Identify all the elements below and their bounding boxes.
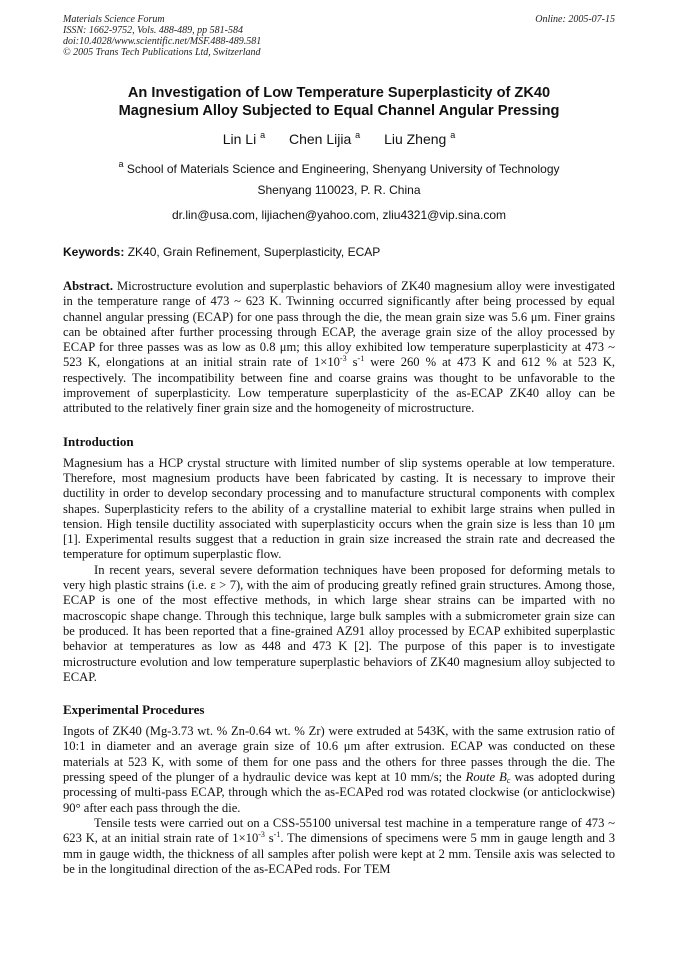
journal-copyright: © 2005 Trans Tech Publications Ltd, Switzerland [63, 47, 261, 58]
abstract-label: Abstract. [63, 279, 114, 293]
paper-title [63, 85, 615, 120]
keywords [63, 244, 615, 260]
online-date: Online: 2005-07-15 [535, 14, 615, 25]
keywords-text: ZK40, Grain Refinement, Superplasticity, ECAP [127, 245, 381, 259]
paragraph: Ingots of ZK40 (Mg-3.73 wt. % Zn-0.64 wt. % Zr) were extruded at 543K, with the same extrusion ratio of 10:1 in diameter and an average grain size of 10.6 μm after extrusion. ECAP was conducted on these materials at 523 K, with some of them for one pass and the others for three passes through the die. The pressing speed of the plunger of a hydraulic device was kept at 10 mm/s; the Route $B_c$ was adopted during processing of multi-pass ECAP, through which the as-ECAPed rod was rotated clockwise (or anticlockwise) 90° after each pass through the die. [63, 724, 616, 815]
author: Lin Li $^a$ [222, 130, 266, 147]
paragraph: Tensile tests were carried out on a CSS-55100 universal test machine in a temperature range of 473 ~ 623 K, at an initial strain rate of $1\times 10^{-3}$ $s^{-1}$. The dimensions of specimens were 5 mm in gauge length and 3 mm in gauge width, the thickness of all samples after polish were kept at 2 mm. Tensile axis was selected to be in the longitudinal direction of the as-ECAPed rods. For TEM [63, 815, 615, 876]
author-emails: dr.lin@usa.com, lijiachen@yahoo.com, zliu4321@vip.sina.com [171, 208, 507, 222]
affiliation-line-2: Shenyang 110023, P. R. China [257, 183, 421, 197]
section-heading-introduction: Introduction [63, 433, 134, 449]
keywords-label: Keywords: [63, 245, 125, 259]
affiliation-line-1: School of Materials Science and Engineering, Shenyang University of Technology [126, 162, 560, 176]
title-line-1: An Investigation of Low Temperature Superplasticity of ZK40 [127, 85, 551, 101]
author: Chen Lijia $^a$ [289, 130, 361, 147]
journal-doi: doi:10.4028/www.scientific.net/MSF.488-489.581 [63, 36, 262, 47]
author: Liu Zheng $^a$ [384, 130, 456, 147]
experimental-section [63, 724, 615, 877]
abstract: Abstract. Microstructure evolution and superplastic behaviors of ZK40 magnesium alloy were investigated in the temperature range of 473 ~ 623 K. Twinning occurred significantly after being processed by equal channel angular pressing (ECAP) for one pass through the die, the mean grain size was 5.6 μm. Finer grains can be obtained after further processing through ECAP, the average grain size of the alloy processed by ECAP for three passes was as low as 0.8 μm; this alloy exhibited low temperature superplasticity at 473 ~ 523 K, elongations at an initial strain rate of $1\times 10^{-3}$ $s^{-1}$ were 260 % at 473 K and 612 % at 523 K, respectively. The incompatibility between fine and coarse grains was thought to be unfavorable to the improvement of superplasticity. Low temperature superplasticity of the as-ECAP ZK40 alloy can be attributed to the relatively finer grain size and the homogeneity of microstructure. [63, 279, 615, 416]
affiliation-marker: a [118, 159, 124, 169]
paragraph: Magnesium has a HCP crystal structure with limited number of slip systems operable at low temperature. Therefore, most magnesium products have been fabricated by casting. It is necessary to improve their ductility in order to develop secondary processing and to manufacture structural components with complex shapes. Superplasticity refers to the ability of a crystalline material to exhibit large strains when pulled in tension. High tensile ductility associated with superplasticity occurs when the grain size is less than 10 μm [1]. Experimental results suggest that a reduction in grain size increased the strain rate and decreased the temperature for optimum superplastic flow. [63, 455, 615, 562]
introduction-section [63, 456, 615, 685]
journal-issn: ISSN: 1662-9752, Vols. 488-489, pp 581-584 [63, 25, 243, 36]
affiliation [63, 154, 615, 201]
journal-header [63, 14, 615, 58]
paragraph: In recent years, several severe deformation techniques have been proposed for deforming metals to very high plastic strains (i.e. ε > 7), with the aim of producing greatly refined grain structures. Among those, ECAP is one of the most effective methods, in which large shear strains can be imparted with no macroscopic shape change. Through this technique, large bulk samples with a submicrometer grain size can be produced. It has been reported that a fine-grained AZ91 alloy processed by ECAP exhibited superplastic behavior at temperatures as low as 448 and 473 K [2]. The purpose of this paper is to investigate microstructure evolution and low temperature superplastic behaviors of ZK40 magnesium alloy subjected to ECAP. [63, 562, 615, 684]
journal-name: Materials Science Forum [63, 14, 165, 25]
title-line-2: Magnesium Alloy Subjected to Equal Channel Angular Pressing [118, 102, 560, 119]
author-list [63, 126, 615, 148]
section-heading-experimental: Experimental Procedures [63, 702, 205, 718]
